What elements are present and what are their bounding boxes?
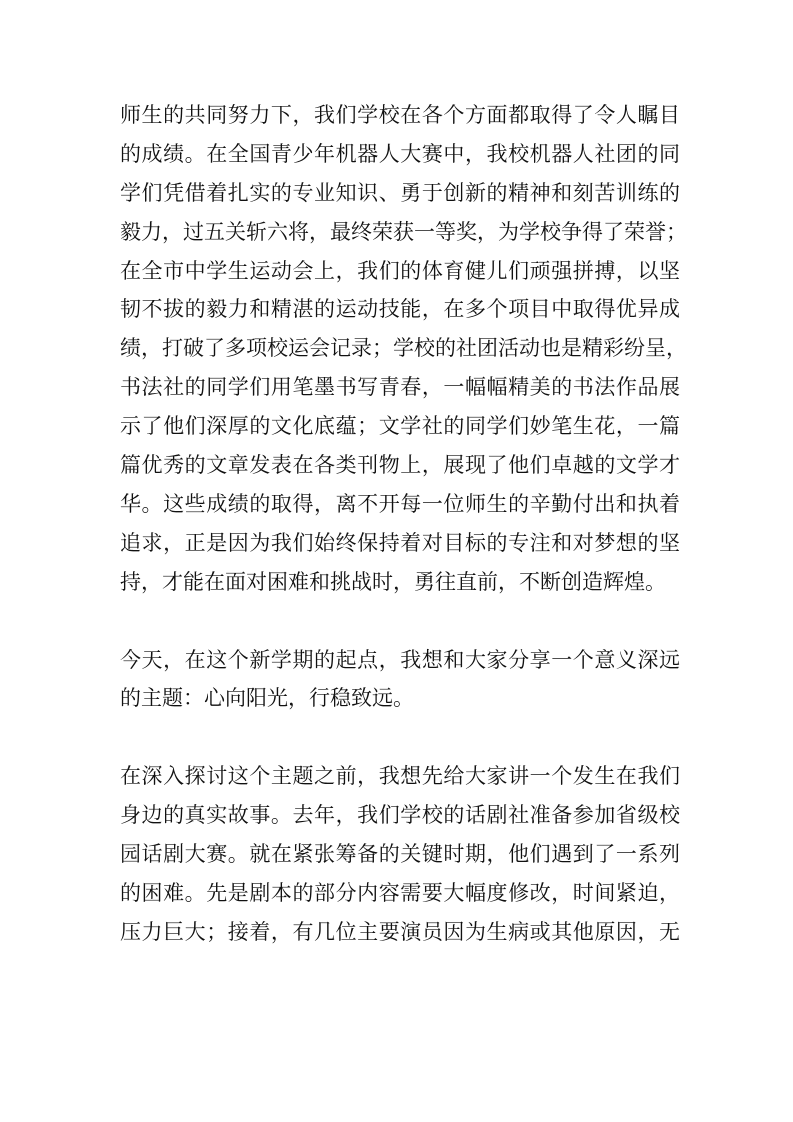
text-line: 书法社的同学们用笔墨书写青春，一幅幅精美的书法作品展	[120, 375, 680, 400]
text-line: 篇优秀的文章发表在各类刊物上，展现了他们卓越的文学才	[120, 453, 680, 478]
text-line: 学们凭借着扎实的专业知识、勇于创新的精神和刻苦训练的	[120, 180, 680, 205]
paragraph-theme	[120, 641, 680, 719]
text-line: 的困难。先是剧本的部分内容需要大幅度修改，时间紧迫，	[120, 881, 680, 906]
text-line: 在深入探讨这个主题之前，我想先给大家讲一个发生在我们	[120, 764, 680, 789]
text-line: 今天，在这个新学期的起点，我想和大家分享一个意义深远	[120, 647, 680, 672]
text-line: 师生的共同努力下，我们学校在各个方面都取得了令人瞩目	[120, 103, 680, 127]
text-line: 的主题：心向阳光，行稳致远。	[120, 686, 414, 711]
text-line: 绩，打破了多项校运会记录；学校的社团活动也是精彩纷呈，	[120, 336, 687, 361]
paragraph-spacer	[120, 602, 680, 641]
text-line: 压力巨大；接着，有几位主要演员因为生病或其他原因，无	[120, 919, 680, 944]
paragraph-achievements	[120, 96, 687, 602]
text-line: 华。这些成绩的取得，离不开每一位师生的辛勤付出和执着	[120, 491, 680, 516]
text-line: 追求，正是因为我们始终保持着对目标的专注和对梦想的坚	[120, 530, 680, 555]
paragraph-story	[120, 757, 680, 951]
text-line: 的成绩。在全国青少年机器人大赛中，我校机器人社团的同	[120, 141, 680, 166]
text-line: 毅力，过五关斩六将，最终荣获一等奖，为学校争得了荣誉；	[120, 219, 687, 244]
paragraph-spacer	[120, 718, 680, 757]
text-line: 在全市中学生运动会上，我们的体育健儿们顽强拼搏，以坚	[120, 258, 680, 283]
text-line: 示了他们深厚的文化底蕴；文学社的同学们妙笔生花，一篇	[120, 414, 680, 439]
text-line: 园话剧大赛。就在紧张筹备的关键时期，他们遇到了一系列	[120, 842, 680, 867]
text-line: 持，才能在面对困难和挑战时，勇往直前，不断创造辉煌。	[120, 569, 666, 594]
text-line: 身边的真实故事。去年，我们学校的话剧社准备参加省级校	[120, 803, 680, 828]
text-line: 韧不拔的毅力和精湛的运动技能，在多个项目中取得优异成	[120, 297, 680, 322]
document-body	[120, 96, 687, 952]
